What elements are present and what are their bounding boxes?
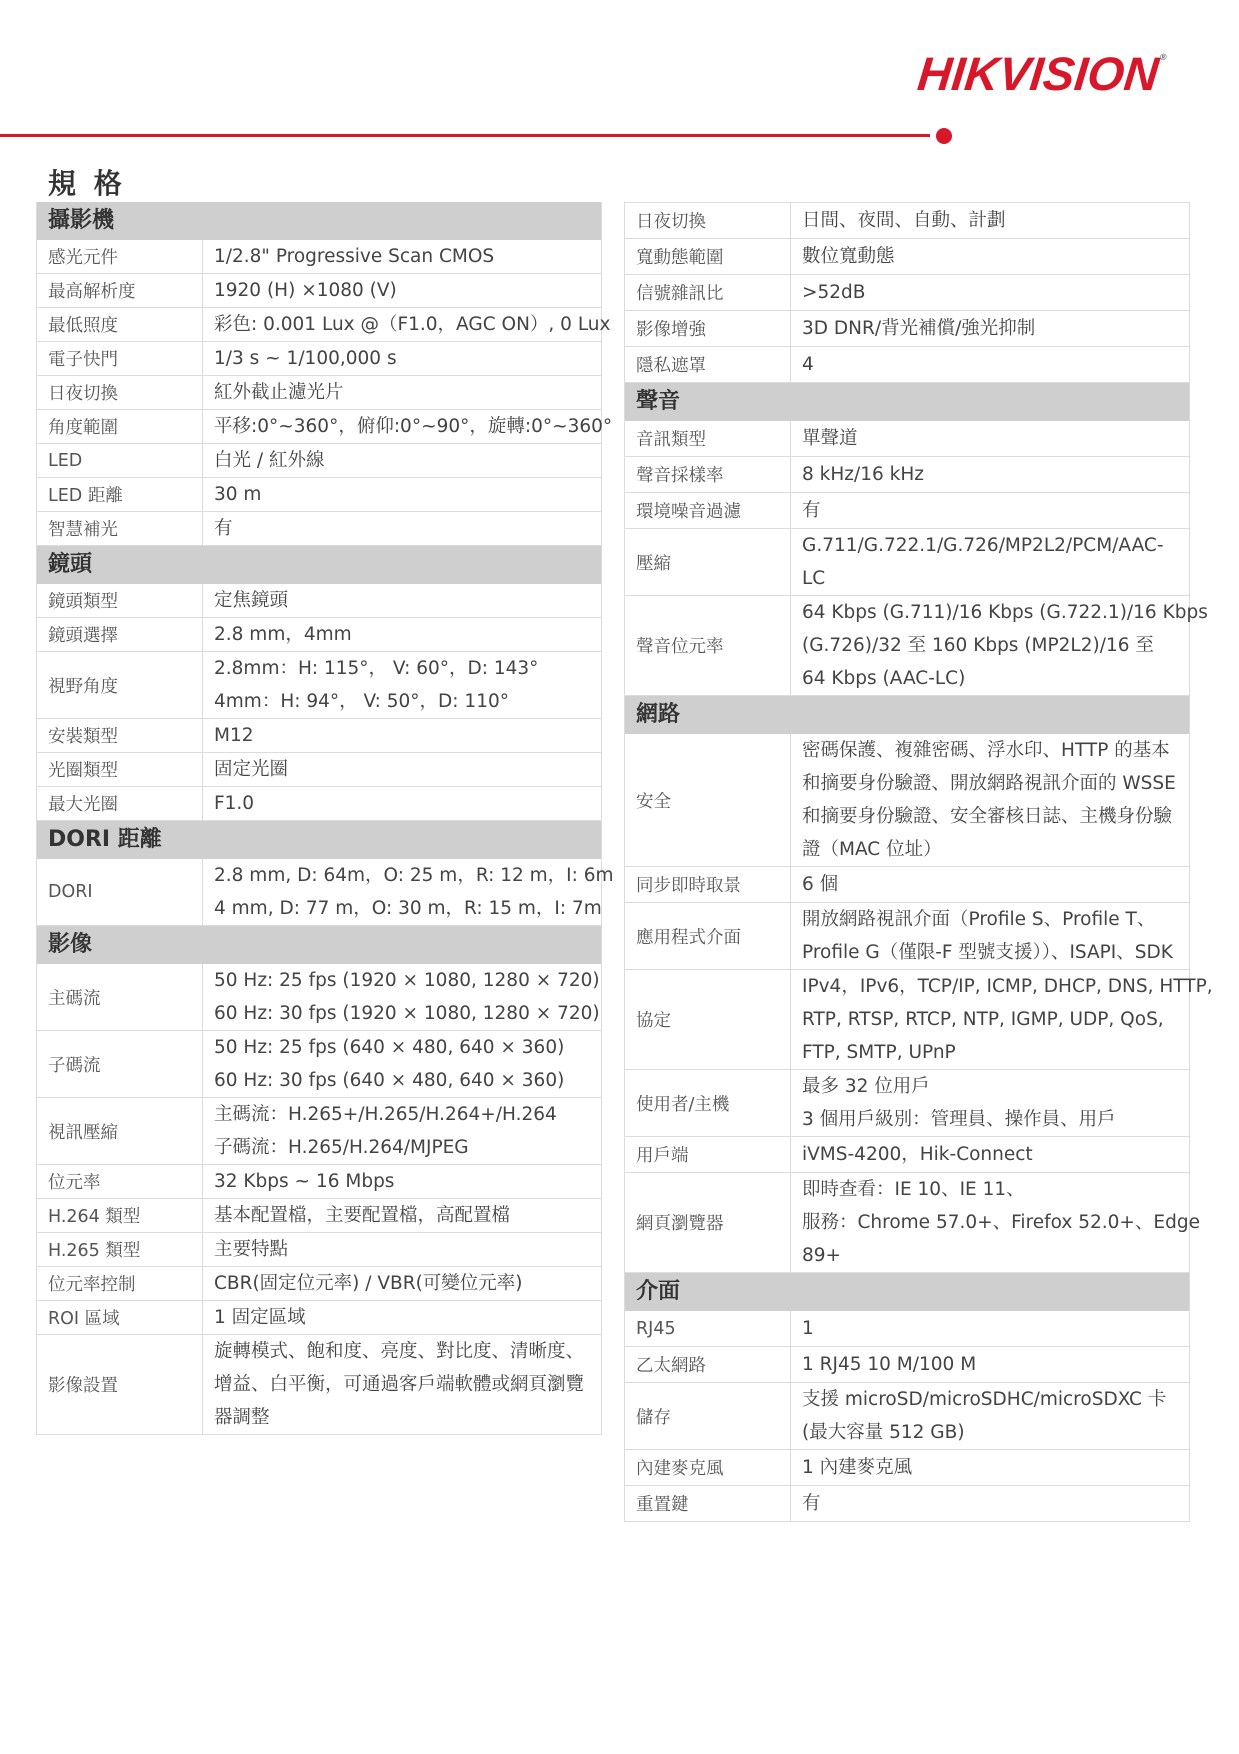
spec-key: 用戶端	[625, 1137, 791, 1172]
spec-row	[625, 203, 1189, 239]
spec-value-line: 子碼流：H.265/H.264/MJPEG	[214, 1137, 469, 1158]
spec-value-line: 2.8mm：H: 115°， V: 60°，D: 143°	[214, 658, 539, 679]
spec-key: 子碼流	[37, 1031, 203, 1097]
spec-value-line: 器調整	[214, 1407, 270, 1428]
spec-value-line: 基本配置檔，主要配置檔，高配置檔	[214, 1205, 511, 1226]
spec-value-line: >52dB	[802, 282, 866, 303]
spec-value	[791, 275, 1189, 310]
spec-value-line: 64 Kbps (G.711)/16 Kbps (G.722.1)/16 Kbps	[802, 602, 1208, 623]
spec-value-line: 密碼保護、複雜密碼、浮水印、HTTP 的基本	[802, 740, 1170, 761]
spec-value-line: 64 Kbps (AAC-LC)	[802, 668, 966, 689]
spec-value	[203, 1031, 601, 1097]
spec-value	[203, 410, 621, 443]
spec-value	[791, 239, 1189, 274]
spec-value-line: 60 Hz: 30 fps (640 × 480, 640 × 360)	[214, 1070, 565, 1091]
spec-key: 音訊類型	[625, 421, 791, 456]
spec-key: 安全	[625, 734, 791, 866]
spec-value-line: 50 Hz: 25 fps (1920 × 1080, 1280 × 720)	[214, 970, 600, 991]
spec-row	[625, 734, 1189, 867]
spec-value-line: LC	[802, 568, 826, 589]
spec-value-line: IPv4，IPv6，TCP/IP, ICMP, DHCP, DNS, HTTP,	[802, 976, 1213, 997]
spec-value	[791, 596, 1217, 695]
spec-key: ROI 區域	[37, 1301, 203, 1334]
spec-key: 環境噪音過濾	[625, 493, 791, 528]
spec-key: 協定	[625, 970, 791, 1069]
spec-key: 網頁瀏覽器	[625, 1173, 791, 1272]
spec-row	[625, 1070, 1189, 1137]
spec-value-line: 有	[802, 500, 821, 521]
spec-value	[203, 1301, 601, 1334]
spec-value	[203, 1335, 601, 1434]
spec-value	[203, 1267, 601, 1300]
spec-value-line: 白光 / 紅外線	[214, 450, 325, 471]
spec-row	[37, 1267, 601, 1301]
spec-value-line: 89+	[802, 1245, 842, 1266]
spec-key: 光圈類型	[37, 753, 203, 786]
spec-value-line: 3D DNR/背光補償/強光抑制	[802, 318, 1036, 339]
section-header: DORI 距離	[37, 821, 601, 859]
spec-value	[203, 719, 601, 752]
spec-value-line: 日間、夜間、自動、計劃	[802, 210, 1006, 231]
spec-row	[625, 275, 1189, 311]
spec-value-line: 平移:0°~360°，俯仰:0°~90°，旋轉:0°~360°	[214, 416, 613, 437]
spec-value-line: 主碼流：H.265+/H.265/H.264+/H.264	[214, 1104, 557, 1125]
spec-value	[203, 376, 601, 409]
spec-row	[625, 239, 1189, 275]
spec-key: 最高解析度	[37, 274, 203, 307]
spec-key: 重置鍵	[625, 1486, 791, 1521]
spec-key: 鏡頭類型	[37, 584, 203, 617]
spec-value-line: 4	[802, 354, 814, 375]
spec-value	[203, 308, 620, 341]
section-header: 網路	[625, 696, 1189, 734]
spec-key: 最低照度	[37, 308, 203, 341]
header-red-dot	[936, 128, 952, 144]
spec-row	[625, 903, 1189, 970]
spec-value	[791, 903, 1189, 969]
spec-value-line: 定焦鏡頭	[214, 590, 289, 611]
spec-value-line: 固定光圈	[214, 759, 289, 780]
spec-row	[37, 444, 601, 478]
spec-value	[791, 1137, 1189, 1172]
spec-value	[203, 1199, 601, 1232]
spec-row	[37, 1335, 601, 1435]
spec-value-line: 支援 microSD/microSDHC/microSDXC 卡	[802, 1389, 1167, 1410]
spec-row	[37, 308, 611, 342]
spec-key: 乙太網路	[625, 1347, 791, 1382]
spec-value-line: 數位寬動態	[802, 246, 895, 267]
spec-row	[37, 652, 601, 719]
spec-value-line: (最大容量 512 GB)	[802, 1422, 965, 1443]
spec-key: LED	[37, 444, 203, 477]
spec-value-line: 有	[802, 1493, 821, 1514]
spec-key: DORI	[37, 859, 203, 925]
spec-value	[203, 618, 601, 651]
spec-value	[203, 1233, 601, 1266]
spec-value	[791, 529, 1189, 595]
spec-value-line: 單聲道	[802, 428, 858, 449]
spec-row	[37, 240, 601, 274]
spec-value-line: 服務：Chrome 57.0+、Firefox 52.0+、Edge	[802, 1212, 1200, 1233]
spec-value	[791, 421, 1189, 456]
spec-value-line: 1	[802, 1318, 814, 1339]
spec-value-line: 1 內建麥克風	[802, 1457, 913, 1478]
spec-key: 儲存	[625, 1383, 791, 1449]
spec-table-right	[624, 202, 1213, 1522]
spec-value	[203, 1098, 601, 1164]
spec-row	[37, 342, 601, 376]
spec-key: RJ45	[625, 1311, 791, 1346]
spec-value-line: 8 kHz/16 kHz	[802, 464, 924, 485]
spec-row	[37, 787, 601, 821]
spec-value-line: 6 個	[802, 874, 839, 895]
spec-value	[203, 274, 601, 307]
spec-value-line: 2.8 mm，4mm	[214, 624, 352, 645]
spec-value-line: 60 Hz: 30 fps (1920 × 1080, 1280 × 720)	[214, 1003, 600, 1024]
spec-key: 影像增強	[625, 311, 791, 346]
spec-value	[791, 867, 1189, 902]
spec-row	[37, 1199, 601, 1233]
spec-row	[37, 1098, 601, 1165]
spec-row	[625, 867, 1189, 903]
spec-value	[203, 584, 601, 617]
spec-key: 同步即時取景	[625, 867, 791, 902]
spec-row	[37, 964, 601, 1031]
section-header: 攝影機	[37, 202, 601, 240]
spec-value	[791, 347, 1189, 382]
section-header: 影像	[37, 926, 601, 964]
spec-value-line: 2.8 mm, D: 64m，O: 25 m，R: 12 m，I: 6m	[214, 865, 614, 886]
spec-value-line: 32 Kbps ~ 16 Mbps	[214, 1171, 395, 1192]
spec-key: 位元率控制	[37, 1267, 203, 1300]
spec-row	[625, 493, 1189, 529]
spec-value-line: 主要特點	[214, 1239, 289, 1260]
spec-value-line: 即時查看：IE 10、IE 11、	[802, 1179, 1025, 1200]
spec-row	[625, 1137, 1189, 1173]
spec-key: 視野角度	[37, 652, 203, 718]
spec-key: 聲音位元率	[625, 596, 791, 695]
spec-value	[203, 652, 601, 718]
spec-value-line: 紅外截止濾光片	[214, 382, 344, 403]
spec-key: 位元率	[37, 1165, 203, 1198]
spec-key: 視訊壓縮	[37, 1098, 203, 1164]
spec-value-line: FTP, SMTP, UPnP	[802, 1042, 956, 1063]
spec-key: 聲音採樣率	[625, 457, 791, 492]
spec-value	[203, 342, 601, 375]
spec-key: 角度範圍	[37, 410, 203, 443]
spec-value	[203, 512, 601, 545]
spec-value	[791, 311, 1189, 346]
spec-row	[37, 859, 614, 926]
header-red-line	[0, 134, 930, 137]
spec-value-line: iVMS-4200，Hik-Connect	[802, 1144, 1033, 1165]
spec-value	[791, 457, 1189, 492]
spec-value	[791, 1070, 1189, 1136]
spec-value	[203, 787, 601, 820]
spec-row	[37, 1165, 601, 1199]
spec-row	[625, 347, 1189, 383]
spec-value-line: RTP, RTSP, RTCP, NTP, IGMP, UDP, QoS,	[802, 1009, 1164, 1030]
page-title: 規 格	[48, 167, 126, 200]
spec-key: 最大光圈	[37, 787, 203, 820]
spec-value-line: 證（MAC 位址）	[802, 839, 942, 860]
spec-value-line: 1/2.8" Progressive Scan CMOS	[214, 246, 495, 267]
spec-value	[791, 1383, 1189, 1449]
spec-row	[37, 512, 601, 546]
spec-value-line: F1.0	[214, 793, 255, 814]
spec-value-line: 4 mm, D: 77 m，O: 30 m，R: 15 m，I: 7m	[214, 898, 602, 919]
spec-value-line: 3 個用戶級別：管理員、操作員、用戶	[802, 1109, 1116, 1130]
spec-key: 內建麥克風	[625, 1450, 791, 1485]
spec-row	[625, 1311, 1189, 1347]
spec-table-left	[36, 202, 614, 1435]
spec-row	[37, 1031, 601, 1098]
spec-key: 寬動態範圍	[625, 239, 791, 274]
spec-value	[791, 1450, 1189, 1485]
spec-value	[791, 1311, 1189, 1346]
spec-value-line: 旋轉模式、飽和度、亮度、對比度、清晰度、	[214, 1341, 585, 1362]
spec-value	[203, 444, 601, 477]
spec-value	[791, 1173, 1209, 1272]
spec-value	[203, 478, 601, 511]
spec-row	[625, 1347, 1189, 1383]
spec-row	[37, 410, 613, 444]
spec-value-line: 和摘要身份驗證、安全審核日誌、主機身份驗	[802, 806, 1173, 827]
spec-row	[625, 529, 1189, 596]
spec-value	[791, 493, 1189, 528]
spec-row	[625, 596, 1208, 696]
spec-value-line: (G.726)/32 至 160 Kbps (MP2L2)/16 至	[802, 635, 1154, 656]
section-header: 介面	[625, 1273, 1189, 1311]
spec-value	[203, 1165, 601, 1198]
spec-row	[37, 274, 601, 308]
spec-key: H.264 類型	[37, 1199, 203, 1232]
spec-row	[37, 1233, 601, 1267]
spec-value-line: M12	[214, 725, 254, 746]
spec-value	[791, 970, 1222, 1069]
spec-key: 使用者/主機	[625, 1070, 791, 1136]
spec-row	[37, 753, 601, 787]
spec-key: 隱私遮罩	[625, 347, 791, 382]
spec-value-line: 有	[214, 518, 233, 539]
spec-row	[625, 1173, 1200, 1273]
spec-key: 電子快門	[37, 342, 203, 375]
spec-value-line: 1 RJ45 10 M/100 M	[802, 1354, 977, 1375]
spec-row	[625, 421, 1189, 457]
spec-row	[625, 1383, 1189, 1450]
spec-value-line: 50 Hz: 25 fps (640 × 480, 640 × 360)	[214, 1037, 565, 1058]
logo-text: HIKVISION	[915, 47, 1162, 100]
spec-value-line: 1920 (H) ×1080 (V)	[214, 280, 397, 301]
spec-value-line: 4mm：H: 94°， V: 50°，D: 110°	[214, 691, 509, 712]
spec-value	[203, 753, 601, 786]
spec-key: 鏡頭選擇	[37, 618, 203, 651]
spec-value-line: CBR(固定位元率) / VBR(可變位元率)	[214, 1273, 523, 1294]
spec-value	[203, 859, 623, 925]
spec-key: 智慧補光	[37, 512, 203, 545]
section-header: 鏡頭	[37, 546, 601, 584]
spec-value	[791, 203, 1189, 238]
spec-key: H.265 類型	[37, 1233, 203, 1266]
spec-row	[625, 457, 1189, 493]
spec-value-line: 最多 32 位用戶	[802, 1076, 930, 1097]
spec-value	[203, 964, 609, 1030]
spec-key: 主碼流	[37, 964, 203, 1030]
spec-value-line: 彩色: 0.001 Lux @（F1.0，AGC ON）, 0 Lux	[214, 314, 611, 335]
hikvision-logo	[915, 46, 1206, 101]
registered-mark: ®	[1159, 52, 1168, 62]
spec-key: 信號雜訊比	[625, 275, 791, 310]
spec-value-line: 30 m	[214, 484, 262, 505]
spec-value	[791, 1347, 1189, 1382]
spec-row	[37, 584, 601, 618]
spec-row	[37, 618, 601, 652]
spec-key: LED 距離	[37, 478, 203, 511]
spec-key: 日夜切換	[37, 376, 203, 409]
spec-value-line: G.711/G.722.1/G.726/MP2L2/PCM/AAC-	[802, 535, 1164, 556]
spec-key: 安裝類型	[37, 719, 203, 752]
spec-value-line: Profile G（僅限-F 型號支援））、ISAPI、SDK	[802, 942, 1173, 963]
spec-value-line: 增益、白平衡，可通過客戶端軟體或網頁瀏覽	[214, 1374, 585, 1395]
spec-key: 感光元件	[37, 240, 203, 273]
spec-row	[37, 1301, 601, 1335]
spec-value-line: 1/3 s ~ 1/100,000 s	[214, 348, 397, 369]
spec-key: 日夜切換	[625, 203, 791, 238]
spec-value-line: 開放網路視訊介面（Profile S、Profile T、	[802, 909, 1156, 930]
spec-row	[625, 1450, 1189, 1486]
spec-row	[37, 719, 601, 753]
section-header: 聲音	[625, 383, 1189, 421]
spec-key: 壓縮	[625, 529, 791, 595]
spec-value	[203, 240, 601, 273]
spec-row	[625, 1486, 1189, 1522]
spec-row	[625, 311, 1189, 347]
spec-key: 應用程式介面	[625, 903, 791, 969]
spec-row	[625, 970, 1213, 1070]
spec-value	[791, 734, 1189, 866]
spec-key: 影像設置	[37, 1335, 203, 1434]
spec-value-line: 1 固定區域	[214, 1307, 306, 1328]
spec-row	[37, 478, 601, 512]
spec-value	[791, 1486, 1189, 1521]
spec-row	[37, 376, 601, 410]
spec-value-line: 和摘要身份驗證、開放網路視訊介面的 WSSE	[802, 773, 1176, 794]
